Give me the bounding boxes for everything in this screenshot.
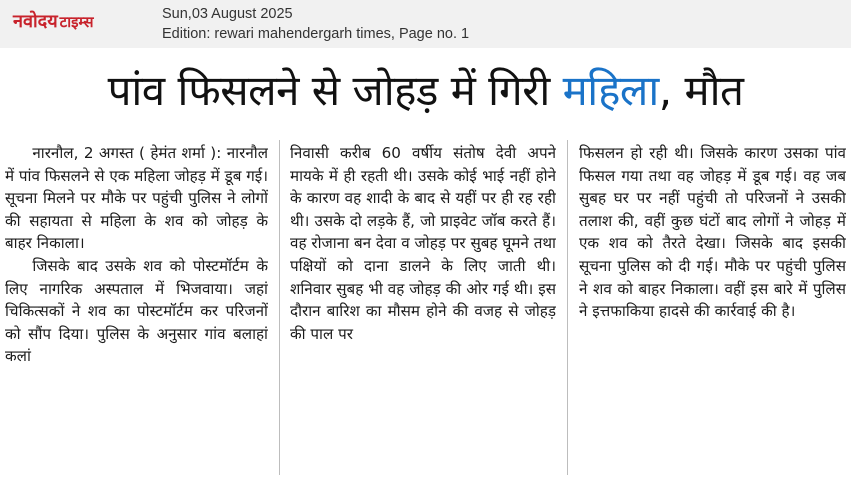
article-column-2 [290, 142, 556, 482]
column-divider [279, 140, 280, 475]
column-divider [567, 140, 568, 475]
article-headline [0, 60, 851, 122]
logo-text-main: नवोदय [13, 11, 58, 32]
headline-part-2: , मौत [658, 66, 744, 115]
headline-highlight: महिला [562, 66, 659, 115]
article-column-1 [5, 142, 268, 482]
article-paragraph: निवासी करीब 60 वर्षीय संतोष देवी अपने मायके में ही रहती थी। उसके कोई भाई नहीं होने के कारण वह शादी के बाद से यहीं पर ही रह रही थी। उसके दो लड़के हैं, जो प्राइवेट जॉब करते हैं। वह रोजाना बन देवा व जोहड़ पर सुबह घूमने तथा पक्षियों को दाना डालने के लिए जाती थी। शनिवार सुबह भी वह जोहड़ की ओर गई थी। इस दौरान बारिश का मौसम होने की वजह से जोहड़ की पाल पर [290, 144, 556, 343]
publish-date: Sun,03 August 2025 [162, 6, 293, 22]
edition-info [162, 4, 469, 44]
article-paragraph: जिसके बाद उसके शव को पोस्टमॉर्टम के लिए नागरिक अस्पताल में भिजवाया। जहां चिकित्सकों ने शव का पोस्टमॉर्टम कर परिजनों को सौंप दिया। पुलिस के अनुसार गांव बलाहां कलां [5, 256, 268, 366]
article-paragraph: नारनौल, 2 अगस्त ( हेमंत शर्मा ): नारनौल में पांव फिसलने से एक महिला जोहड़ में डूब गई। सूचना मिलने पर मौके पर पहुंची पुलिस ने लोगों की सहायता से महिला के शव को जोहड़ के बाहर निकाला। [5, 144, 268, 253]
article-paragraph: फिसलन हो रही थी। जिसके कारण उसका पांव फिसल गया तथा वह जोहड़ में डूब गई। वह जब सुबह घर पर नहीं पहुंची तो परिजनों ने उसकी तलाश की, वहीं कुछ घंटों बाद लोगों ने जोहड़ में एक शव को तैरते देखा। जिसके बाद इसकी सूचना पुलिस को दी गई। मौके पर पहुंची पुलिस ने शव को बाहर निकाला। वहीं इस बारे में पुलिस ने इत्तफाकिया हादसे की कार्रवाई की है। [579, 144, 846, 321]
masthead-bar [0, 0, 851, 48]
article-column-3 [579, 142, 846, 482]
headline-part-1: पांव फिसलने से जोहड़ में गिरी [107, 66, 563, 115]
edition-label: Edition: rewari mahendergarh times, Page no. 1 [162, 26, 470, 42]
newspaper-logo[interactable] [13, 11, 94, 33]
logo-text-secondary: टाइम्स [59, 13, 94, 31]
